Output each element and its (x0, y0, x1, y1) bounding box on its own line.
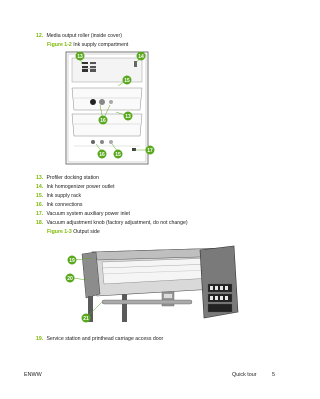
callout-label: 15 (124, 77, 130, 84)
callout-label: 17 (147, 147, 153, 154)
callout-label: 20 (67, 275, 73, 282)
figure-caption (47, 229, 100, 235)
item-text: Ink connections (46, 202, 83, 208)
page-number: 5 (272, 372, 275, 378)
callout (137, 52, 146, 61)
item-text: Service station and printhead carriage access door (46, 336, 164, 342)
item-text: Vacuum adjustment knob (factory adjustment, do not change) (46, 220, 188, 226)
list-item (36, 175, 99, 181)
callout-label: 21 (83, 315, 89, 322)
callout (66, 274, 75, 283)
printer-output-side-figure (62, 238, 242, 328)
item-number: 17. (36, 211, 44, 217)
list-item (36, 33, 122, 39)
callout (114, 150, 123, 159)
footer-left: ENWW (24, 372, 42, 378)
callout-label: 16 (100, 117, 106, 124)
callout-label: 13 (125, 113, 131, 120)
callout (124, 112, 133, 121)
callout-label: 19 (69, 257, 75, 264)
item-number: 12. (36, 33, 44, 39)
callout-label: 14 (138, 53, 144, 60)
callout (98, 150, 107, 159)
item-text: Profiler docking station (46, 175, 99, 181)
item-number: 16. (36, 202, 44, 208)
item-number: 15. (36, 193, 44, 199)
callout-label: 13 (77, 53, 83, 60)
list-item (36, 211, 130, 217)
item-number: 14. (36, 184, 44, 190)
figure-label: Figure 1-3 (47, 229, 72, 235)
list-item (36, 193, 81, 199)
callout (123, 76, 132, 85)
callout-label: 16 (99, 151, 105, 158)
callout (82, 314, 91, 323)
callout (76, 52, 85, 61)
item-text: Ink supply rack (46, 193, 82, 199)
list-item (36, 202, 83, 208)
item-number: 18. (36, 220, 44, 226)
callout-label: 15 (115, 151, 121, 158)
item-text: Media output roller (inside cover) (46, 33, 122, 39)
figure-caption-text: Output side (73, 229, 100, 235)
footer-section: Quick tour (232, 372, 257, 378)
list-item (36, 220, 188, 226)
item-number: 13. (36, 175, 44, 181)
callout (68, 256, 77, 265)
item-text: Vacuum system auxiliary power inlet (46, 211, 130, 217)
list-item (36, 184, 115, 190)
list-item (36, 336, 163, 342)
item-number: 19. (36, 336, 44, 342)
callout (99, 116, 108, 125)
callout (146, 146, 155, 155)
figure-label: Figure 1-2 (47, 42, 72, 48)
item-text: Ink homogenizer power outlet (46, 184, 115, 190)
figure-caption (47, 42, 128, 48)
figure-caption-text: Ink supply compartment (73, 42, 129, 48)
ink-supply-compartment-figure (60, 50, 160, 168)
